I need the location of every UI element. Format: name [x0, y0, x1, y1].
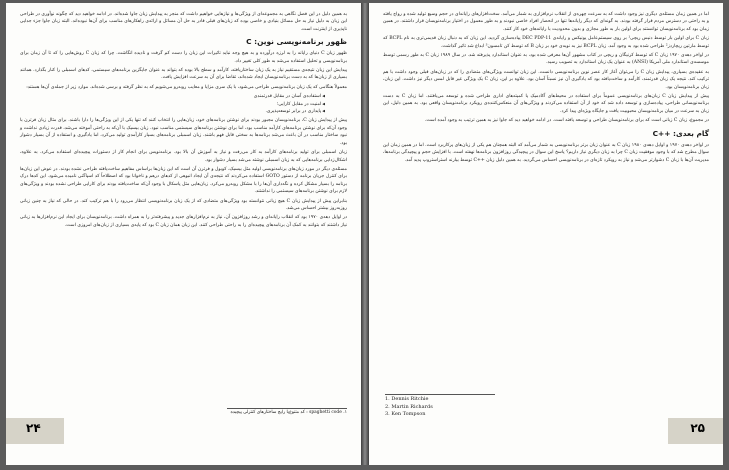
right-page: [369, 3, 723, 465]
left-page: [6, 3, 361, 465]
paragraph: در مجموع، زبان C زبانی است که برای برنامه‌نویسان طراحی و توسعه یافته است. در ادامه خواهید دید که جاوا نیز به همین ترتیب به وجود آمده است.: [424, 118, 709, 124]
paragraph: زبان اسمبلی برای تولید برنامه‌های کارآمد به کار می‌رفت و نیاز به آموزش آن بالا بود. برنامه‌نویس برای انجام کار از دستورات پیچیده‌ای استفاده می‌کرد. به علاوه، اشکال‌زدایی برنامه‌هایی که به زبان اسمبلی نوشته می‌شد بسیار دشوار بود.: [20, 150, 347, 163]
paragraph: مسئله‌ی دیگر در مورد زبان‌های برنامه‌نویسی اولیه مثل بیسیک، کوبول و فرترن آن است که این زبان‌ها براساس مفاهیم ساخت‌یافته طراحی نشده بودند. در عوض این زبان‌ها برای کنترل جریان برنامه از دستور GOTO استفاده می‌کردند که نتیجه‌ی آن ایجاد انبوهی از کدهای درهم و ناخوانا بود که اصطلاحاً کد اسپاگتی نامیده می‌شود. این کدها درک برنامه را بسیار مشکل کرده و نگه‌داری آن‌ها را با مشکل روبه‌رو می‌کرد. زبان‌هایی مثل پاسکال با وجود آن‌که ساخت‌یافته بودند برای کارایی طراحی نشده بودند و ویژگی‌های لازم برای نوشتن برنامه‌های سیستمی را نداشتند.: [20, 166, 347, 195]
footnotes: [385, 396, 433, 419]
page-number: ۲۵: [690, 421, 705, 435]
paragraph: معمولاً هنگامی که یک زبان برنامه‌نویسی طراحی می‌شود، با یک سری مزایا و معایب روبه‌رو می‌شویم که به نظر گرفته و برسی شده‌اند. موارد زیر از جمله‌ی آن‌ها هستند:: [26, 84, 347, 90]
right-page-content: [383, 11, 709, 166]
paragraph: در اواخر دهه‌ی ۱۹۷۰ زبان C که توسط کرنیگان و ریچی در کتاب مشهور آن‌ها معرفی شده بود، به عنوان استاندارد پذیرفته شد. در سال ۱۹۸۹ زبان C به طور رسمی توسط موسسه‌ی استاندارد ملی آمریکا (ANSI) به عنوان یک زبان استاندارد به تصویب رسید.: [383, 53, 709, 66]
footnote: ۱. spaghetti code : کد متنوع‌یا رایج ساختارهای کنترلی پیچیده: [230, 410, 347, 415]
footnote: 3. Ken Tompson: [385, 411, 426, 418]
footnote: 1. Dennis Ritchie: [385, 396, 429, 402]
paragraph: اما در همین زمان مسئله‌ی دیگری نیز وجود داشت که به سرعت چهره‌ی از انقلاب نرم‌افزاری به شمار می‌آمد. سخت‌افزارهای رایانه‌ای در حجم وسیع تولید شده و رواج یافته و به راحتی در دسترس مردم قرار گرفته بودند. به گونه‌ای که دیگر رایانه‌ها تنها در انحصار افراد خاصی نبودند و به طور معمول در اختیار برنامه‌نویسان قرار داشتند. در همین زمان بود که برنامه‌نویسان توانستند برای اولین بار به طور مجازی و بدون محدودیت با رایانه‌های خود کار کنند.: [383, 12, 709, 32]
paragraph: پیدایش این زبان نتیجه‌ی مستقیم نیاز به یک زبان ساختاریافته، کارآمد و سطح بالا بوده که بتواند به عنوان جایگزین برنامه‌های سیستمی، کدهای اسمبلی را کنار بگذارد. همانند بسیاری از زبان‌ها که به دست برنامه‌نویسان ایجاد شده‌اند، تقاضا برای آن به سرعت افزایش یافت.: [20, 68, 347, 81]
footnote: 2. Martin Richards: [385, 403, 433, 410]
page-number: ۲۴: [26, 421, 41, 435]
paragraph: در اواخر دهه‌ی ۱۹۷۰ و اوایل دهه‌ی ۱۹۸۰ زبان C به عنوان زبان برتر برنامه‌نویسی به شمار می‌آمد که البته همچنان هم یکی از زبان‌های پرکاربرد است. اما در همین زمان این سوال مطرح شد که با وجود موفقیت زبان C چرا به زبان دیگری نیاز داریم؟ پاسخ این سوال در پیچیدگی روزافزون برنامه‌ها نهفته است. با افزایش حجم و پیچیدگی برنامه‌ها، مدیریت آن‌ها با زبان C دشوارتر می‌شد و نیاز به رویکرد تازه‌ای در برنامه‌نویسی احساس می‌گردید. به همین دلیل زبان ++C توسط بیارنه استراستروپ پدید آمد.: [383, 142, 709, 163]
list-item: ◀ استفاده‌ی آسان در مقابل قدرتمندی: [20, 93, 325, 100]
footnote-divider: [385, 394, 495, 395]
paragraph: پیش از پیدایش زبان C، برنامه‌نویسان مجبور بودند برای نوشتن برنامه‌های خود، زبان‌هایی را انتخاب کنند که تنها یکی از این ویژگی‌ها را دارا باشند. برای مثال زبان فرترن با وجود آن‌که برای نوشتن برنامه‌های کارآمد مناسب بود، اما برای نوشتن برنامه‌های سیستمی مناسب نبود. زبان بیسیک با آن‌که به راحتی آموخته می‌شد، قدرت زیادی نداشت و نبود ساختار مناسب در آن باعث می‌شد برنامه‌ها به سختی قابل فهم باشند. زبان اسمبلی برنامه‌های بسیار کارآمدی تولید می‌کرد، اما یادگیری و استفاده از آن بسیار دشوار بود.: [20, 118, 347, 146]
paragraph: بنابراین پیش از پیدایش زبان C هیچ زبانی نتوانسته بود ویژگی‌های متضادی که از یک زبان برنامه‌نویسی انتظار می‌رود را با هم ترکیب کند. در حالی که نیاز به چنین زبانی روزبه‌روز بیشتر احساس می‌شد.: [20, 198, 347, 211]
paragraph-intro: به همین دلیل در این فصل نگاهی به مجموعه‌ای از ویژگی‌ها و نیازهایی خواهیم داشت که منجر به پیدایش زبان جاوا شده‌اند. در ادامه خواهید دید که چگونه نوآوری در طراحی این زبان به دلیل نیاز به حل مسائل بنیادی و خاصی بوده که زبان‌های قبلی قادر به حل آن مسائل و ارائه‌ی راهکارهای مناسب برای آن‌ها نبوده‌اند. البته زبان جاوا جزء جدایی ناپذیری از اینترنت است.: [20, 12, 347, 32]
footnote-divider: [227, 408, 347, 409]
left-page-content: [20, 11, 347, 231]
heading-c: ظهور برنامه‌نویسی نوین: C: [246, 37, 347, 47]
paragraph: ظهور زبان C دنیای رایانه را به لرزه درآورده و به هیچ وجه نباید تاثیرات این زبان را دست کم گرفت و نادیده انگاشت. چرا که زبان C روش‌هایی را که تا آن زمان برای برنامه‌نویسی و تحلیل استفاده می‌شد به طور کلی تغییر داد.: [20, 51, 348, 64]
list-item: ◀ امنیت در مقابل کارایی؛: [20, 101, 325, 108]
paragraph: در اوایل دهه‌ی ۱۹۷۰ بود که انقلاب رایانه‌ای و رشد روزافزون آن، نیاز به نرم‌افزارهای جدید و پیشرفته‌تر را به همراه داشت. برنامه‌نویسان برای ایجاد این نرم‌افزارها به زبانی نیاز داشتند که بتوانند به کمک آن برنامه‌های پیچیده‌ای را به راحتی طراحی کنند. این زبان همان زبان C بود که پایه‌ی بسیاری از زبان‌های امروزی است.: [20, 215, 348, 228]
bullet-list: [20, 93, 325, 115]
paragraph: پیش از پیدایش زبان C زبان‌های برنامه‌نویسی عموماً برای استفاده در محیط‌های آکادمیک یا کمیته‌های اداری طراحی شده و توسعه می‌یافتند. اما زبان C به دست برنامه‌نویسانی طراحی، پیاده‌سازی و توسعه داده شد که خود از آن استفاده می‌کردند و ویژگی‌های آن منعکس‌کننده‌ی رویکرد برنامه‌نویسان واقعی بود. به همین دلیل، این زبان به سرعت در میان برنامه‌نویسان محبوبیت یافت و جایگاه ویژه‌ای پیدا کرد.: [383, 94, 709, 114]
list-item: ◀ پایداری در برابر توسعه‌پذیری.: [20, 108, 325, 115]
book-gutter: [361, 3, 369, 465]
heading-cpp: گام بعدی: ++C: [652, 128, 709, 138]
paragraph: زبان C برای اولین بار توسط دنیس ریچی¹ بر روی سیستم‌عامل یونیکس و رایانه‌ی DEC PDP-11 پیاده‌سازی گردید. این زبان که به دنبال زبان قدیمی‌تری به نام BCPL که توسط مارتین ریچاردز² طراحی شده بود به وجود آمد. زبان BCPL نیز به نوبه‌ی خود بر زبان B که توسط کن تامسون³ ابداع شد تاثیر گذاشت.: [383, 36, 709, 49]
paragraph: به عقیده‌ی بسیاری، پیدایش زبان C را می‌توان آغاز کار عصر نوین برنامه‌نویسی دانست. این زبان توانست ویژگی‌های متضادی را که در زبان‌های قبلی وجود داشت با هم ترکیب کند. نتیجه یک زبان قدرتمند، کارآمد و ساخت‌یافته بود که یادگیری آن نیز نسبتاً آسان بود. علاوه بر این، زبان C یک ویژگی غیر قابل لمس دیگر نیز داشت. این زبان، زبان برنامه‌نویسان بود.: [383, 69, 710, 90]
